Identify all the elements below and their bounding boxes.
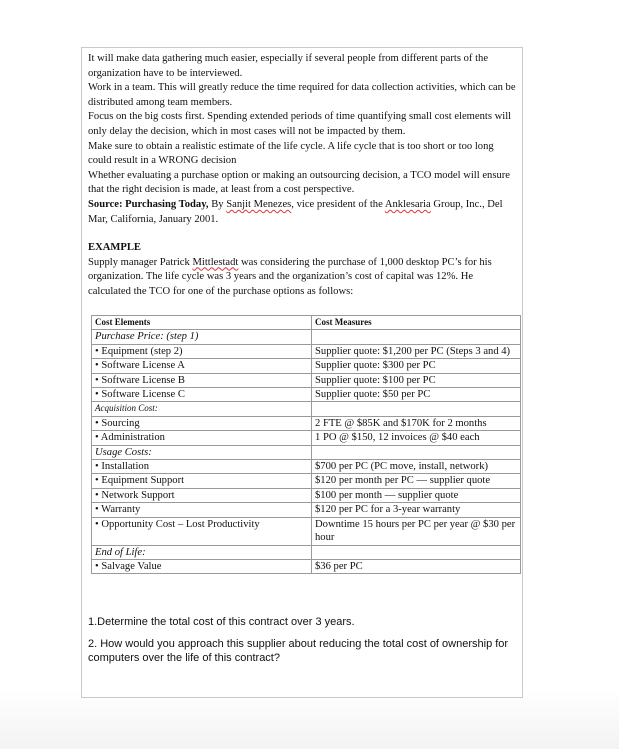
table-row xyxy=(92,517,521,545)
intro-paragraph-4: Make sure to obtain a realistic estimate of the life cycle. A life cycle that is too short or too long could result in a WRONG decision xyxy=(88,140,494,167)
intro-paragraph-1: It will make data gathering much easier, especially if several people from different parts of the organization have to be interviewed. xyxy=(88,53,489,79)
cost-element-cell: • Salvage Value xyxy=(92,559,312,573)
cost-element-cell: • Opportunity Cost – Lost Productivity xyxy=(92,517,312,545)
table-row xyxy=(92,388,521,402)
intro-paragraph-3: Focus on the big costs first. Spending extended periods of time quantifying small cost elements will only delay the decision, which in most cases will not be impacted by them. xyxy=(88,111,512,137)
cost-element-cell: Purchase Price: (step 1) xyxy=(92,330,312,344)
cost-measure-cell: Downtime 15 hours per PC per year @ $30 per hour xyxy=(312,517,521,545)
cost-measure-cell: $120 per PC for a 3-year warranty xyxy=(312,503,521,517)
cost-element-cell: Acquisition Cost: xyxy=(92,402,312,416)
cost-element-cell: • Administration xyxy=(92,431,312,445)
table-row xyxy=(92,545,521,559)
table-row xyxy=(92,488,521,502)
cost-measure-cell: Supplier quote: $300 per PC xyxy=(312,359,521,373)
document-body xyxy=(88,52,518,300)
table-row xyxy=(92,460,521,474)
source-label: Source: Purchasing Today, xyxy=(88,198,209,210)
header-cost-measures: Cost Measures xyxy=(312,316,521,330)
table-row xyxy=(92,402,521,416)
cost-measure-cell xyxy=(312,330,521,344)
intro-paragraph-5: Whether evaluating a purchase option or making an outsourcing decision, a TCO model will ensure that the right decision is made, at least from a cost perspective. xyxy=(88,169,510,196)
cost-measure-cell xyxy=(312,445,521,459)
table-row xyxy=(92,559,521,573)
table-row xyxy=(92,373,521,387)
cost-element-cell: • Sourcing xyxy=(92,416,312,430)
source-company-name: Anklesaria xyxy=(384,198,431,210)
example-paragraph xyxy=(88,256,518,300)
cost-element-cell: • Warranty xyxy=(92,503,312,517)
table-row xyxy=(92,359,521,373)
table-row xyxy=(92,503,521,517)
question-2: 2. How would you approach this supplier about reducing the total cost of ownership for computers over the life of this contract? xyxy=(88,638,509,665)
source-author-name: Sanjit Menezes xyxy=(226,198,292,210)
cost-measure-cell: $100 per month — supplier quote xyxy=(312,488,521,502)
example-person-name: Mittlestadt xyxy=(192,256,239,268)
example-text-b: was considering the purchase of 1,000 desktop PC’s for his organization. The life cycle was 3 years and the organization’s cost of capital was 12%. He calculated the TCO for one of the purchase options as follows: xyxy=(88,256,492,297)
cost-measure-cell: Supplier quote: $50 per PC xyxy=(312,388,521,402)
table-row xyxy=(92,474,521,488)
header-cost-elements: Cost Elements xyxy=(92,316,312,330)
cost-measure-cell: $36 per PC xyxy=(312,559,521,573)
cost-measure-cell xyxy=(312,402,521,416)
table-row xyxy=(92,445,521,459)
table-header-row xyxy=(92,316,521,330)
source-mid: , vice president of the xyxy=(291,198,385,210)
page-bottom-shadow xyxy=(0,689,619,749)
table-row xyxy=(92,416,521,430)
cost-measure-cell: $700 per PC (PC move, install, network) xyxy=(312,460,521,474)
table-row xyxy=(92,330,521,344)
cost-element-cell: • Equipment Support xyxy=(92,474,312,488)
example-text-a: Supply manager Patrick xyxy=(88,256,193,268)
cost-element-cell: • Network Support xyxy=(92,488,312,502)
cost-element-cell: • Equipment (step 2) xyxy=(92,344,312,358)
table-row xyxy=(92,431,521,445)
cost-measure-cell: 2 FTE @ $85K and $170K for 2 months xyxy=(312,416,521,430)
cost-measure-cell: Supplier quote: $1,200 per PC (Steps 3 and 4) xyxy=(312,344,521,358)
cost-measure-cell xyxy=(312,545,521,559)
source-end: Group, Inc., Del Mar, California, January 2001. xyxy=(88,198,503,225)
cost-measure-cell: 1 PO @ $150, 12 invoices @ $40 each xyxy=(312,431,521,445)
cost-element-cell: • Software License C xyxy=(92,388,312,402)
cost-measure-cell: Supplier quote: $100 per PC xyxy=(312,373,521,387)
cost-element-cell: Usage Costs: xyxy=(92,445,312,459)
source-by: By xyxy=(208,198,227,210)
cost-element-cell: End of Life: xyxy=(92,545,312,559)
cost-measure-cell: $120 per month per PC — supplier quote xyxy=(312,474,521,488)
document-page xyxy=(81,47,523,698)
tco-table-body xyxy=(92,316,521,574)
source-citation xyxy=(88,198,518,227)
question-1: 1.Determine the total cost of this contract over 3 years. xyxy=(88,616,355,628)
cost-element-cell: • Installation xyxy=(92,460,312,474)
tco-table xyxy=(91,315,521,574)
cost-element-cell: • Software License B xyxy=(92,373,312,387)
table-row xyxy=(92,344,521,358)
intro-paragraph-2: Work in a team. This will greatly reduce the time required for data collection activities, which can be distributed among team members. xyxy=(88,82,516,108)
cost-element-cell: • Software License A xyxy=(92,359,312,373)
questions xyxy=(88,615,518,666)
example-heading: EXAMPLE xyxy=(88,242,141,254)
